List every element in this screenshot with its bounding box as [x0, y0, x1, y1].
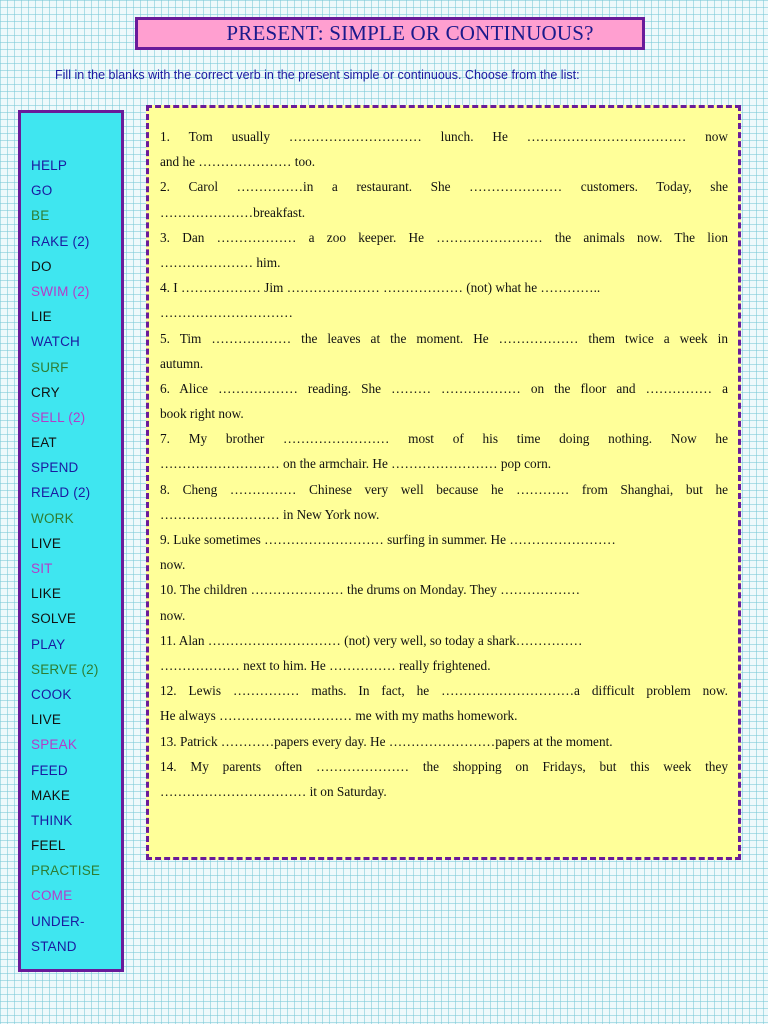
exercise-box	[146, 105, 741, 860]
word-list-item: EAT	[31, 435, 57, 451]
exercise-line: 8. Cheng …………… Chinese very well because he ………… from Shanghai, but he	[160, 481, 728, 497]
word-list-item: PRACTISE	[31, 863, 101, 879]
exercise-line: autumn.	[160, 355, 204, 371]
word-list-item: FEEL	[31, 838, 66, 854]
exercise-line: 2. Carol ……………in a restaurant. She ………………… customers. Today, she	[160, 179, 728, 195]
exercise-line: 11. Alan ………………………… (not) very well, so today a shark……………	[160, 632, 583, 648]
word-list-item: COME	[31, 888, 73, 904]
word-list-item: RAKE (2)	[31, 233, 90, 249]
word-list-item: SERVE (2)	[31, 661, 99, 677]
word-list	[18, 110, 124, 972]
exercise-line: ……………… next to him. He …………… really frightened.	[160, 657, 491, 673]
word-list-item: WATCH	[31, 334, 80, 350]
exercise-line: …………………………… it on Saturday.	[160, 783, 387, 799]
exercise-line: and he ………………… too.	[160, 154, 316, 170]
exercise-line: 10. The children ………………… the drums on Monday. They ………………	[160, 582, 581, 598]
exercise-line: 14. My parents often ………………… the shopping on Fridays, but this week they	[160, 758, 728, 774]
exercise-line: ………………… him.	[160, 254, 281, 270]
word-list-item: SPEAK	[31, 737, 78, 753]
exercise-line: He always ………………………… me with my maths homework.	[160, 708, 518, 724]
word-list-item: SURF	[31, 359, 69, 375]
word-list-item: LIVE	[31, 535, 62, 551]
page-title: PRESENT: SIMPLE OR CONTINUOUS?	[226, 21, 594, 45]
word-list-item: LIE	[31, 309, 52, 325]
word-list-item: CRY	[31, 384, 60, 400]
exercise-line: 9. Luke sometimes ……………………… surfing in summer. He ……………………	[160, 532, 616, 547]
word-list-item: PLAY	[31, 636, 66, 652]
word-list-item: SELL (2)	[31, 409, 86, 425]
word-list-item: SPEND	[31, 460, 79, 476]
word-list-item: MAKE	[31, 787, 71, 803]
exercise-line: ……………………… in New York now.	[160, 506, 380, 522]
word-list-item: SWIM (2)	[31, 283, 90, 299]
word-list-item: LIVE	[31, 712, 62, 728]
exercise-line: ……………………… on the armchair. He …………………… pop corn.	[160, 456, 552, 472]
word-list-item: DO	[31, 258, 52, 274]
title-box	[135, 17, 645, 50]
exercise-line: now.	[160, 607, 186, 623]
exercise-line: 13. Patrick …………papers every day. He ……………………papers at the moment.	[160, 733, 613, 749]
exercise-line: 3. Dan ……………… a zoo keeper. He …………………… the animals now. The lion	[160, 229, 728, 245]
word-list-item: SOLVE	[31, 611, 77, 627]
exercise-line: …………………breakfast.	[160, 204, 306, 220]
word-list-item: FEED	[31, 762, 68, 778]
word-list-item: HELP	[31, 158, 68, 173]
exercise-line: 7. My brother …………………… most of his time doing nothing. Now he	[160, 431, 728, 447]
word-list-item: LIKE	[31, 586, 62, 602]
word-list-item: UNDER-	[31, 913, 85, 929]
exercise-line: book right now.	[160, 406, 244, 422]
word-list-item: WORK	[31, 510, 74, 526]
exercise-line: 4. I ……………… Jim ………………… ……………… (not) what he …………..	[160, 280, 601, 296]
word-list-item: BE	[31, 208, 50, 224]
exercise-line: 1. Tom usually ………………………… lunch. He ……………………………… now	[160, 129, 728, 144]
word-list-item: READ (2)	[31, 485, 91, 501]
exercise-line: 5. Tim ……………… the leaves at the moment. He ……………… them twice a week in	[160, 330, 728, 346]
exercise-line: 12. Lewis …………… maths. In fact, he …………………………a difficult problem now.	[160, 683, 728, 699]
instructions: Fill in the blanks with the correct verb in the present simple or continuous. Choose from the list:	[55, 68, 580, 82]
exercise-line: now.	[160, 557, 186, 573]
exercise-line: …………………………	[160, 305, 293, 321]
word-list-item: SIT	[31, 561, 53, 576]
word-list-item: COOK	[31, 686, 72, 702]
word-list-item: GO	[31, 183, 53, 199]
word-list-item: THINK	[31, 812, 73, 828]
exercise-line: 6. Alice ……………… reading. She ……… ……………… on the floor and …………… a	[160, 380, 728, 396]
word-list-item: STAND	[31, 938, 77, 954]
